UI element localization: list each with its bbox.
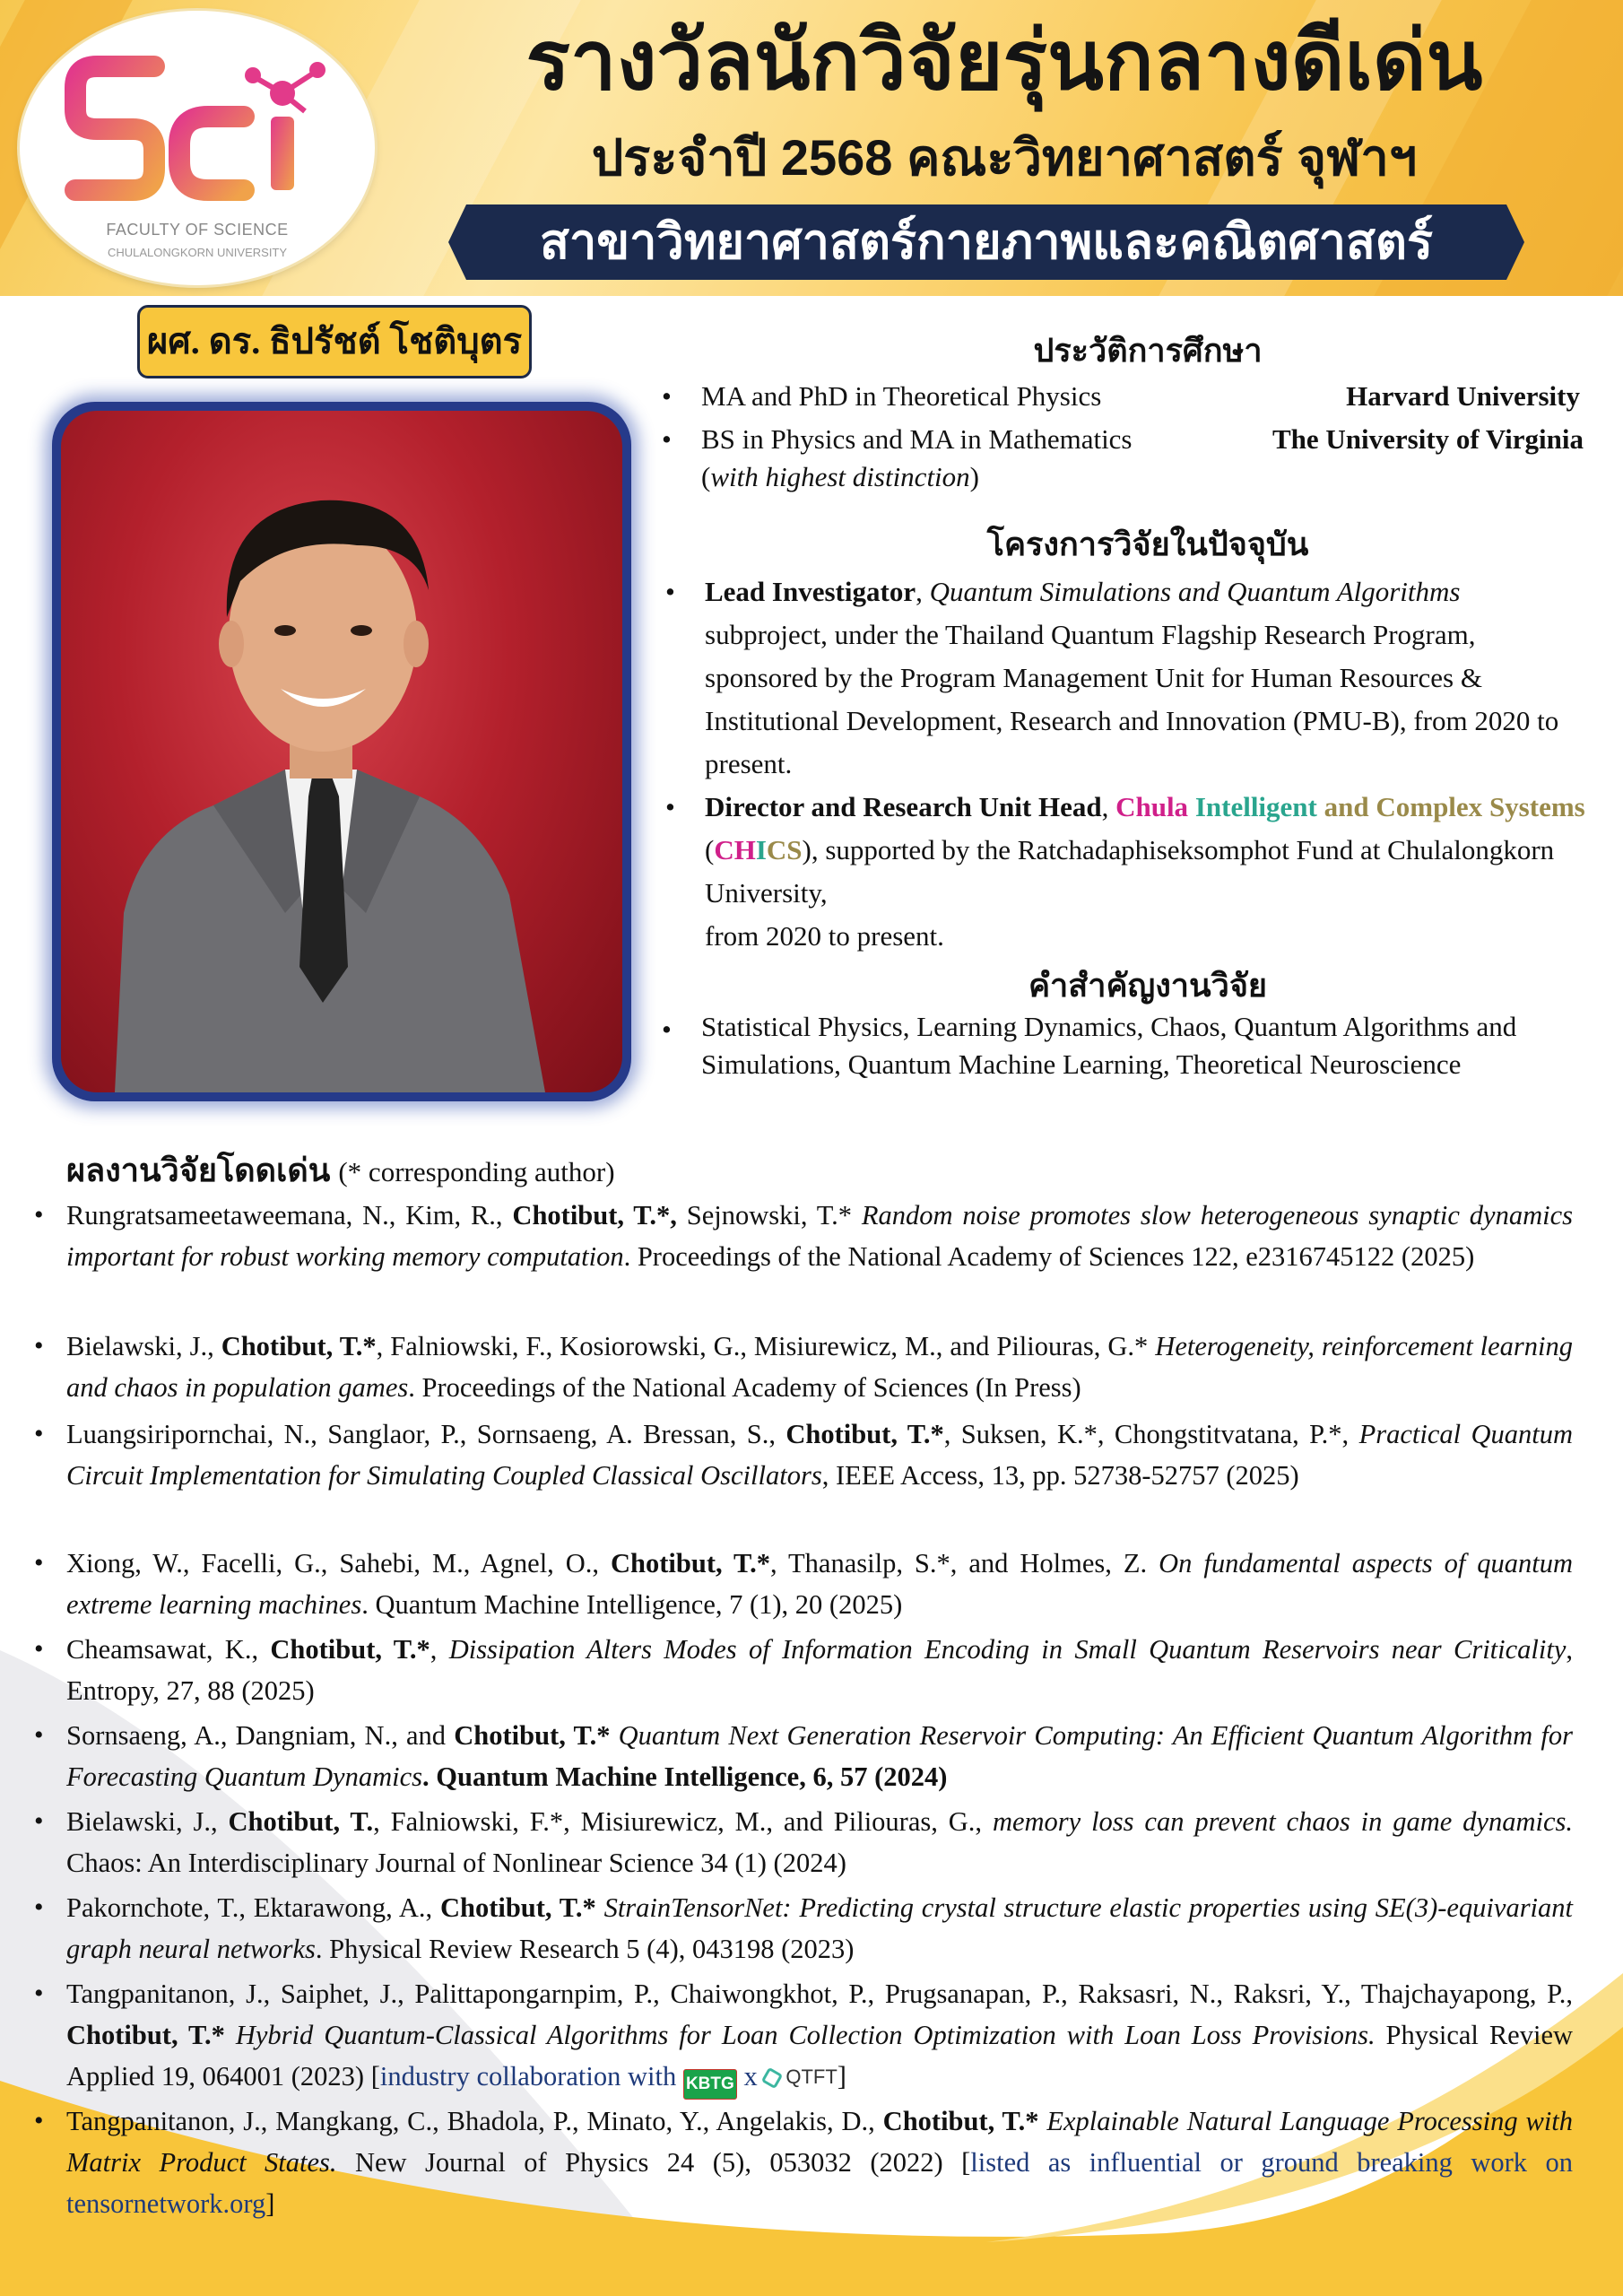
publication-text: Bielawski, J., bbox=[66, 1806, 229, 1837]
chics-intelligent: Intelligent bbox=[1194, 791, 1317, 822]
publication-item bbox=[34, 1973, 1574, 2100]
chics-and-complex: and Complex bbox=[1324, 791, 1483, 822]
publication-text: Chotibut, T.* bbox=[454, 1720, 611, 1751]
award-subtitle: ประจำปี 2568 คณะวิทยาศาสตร์ จุฬาฯ bbox=[591, 129, 1418, 186]
project-2-description: ), supported by the Ratchadaphiseksomphot Fund at Chulalongkorn University, bbox=[705, 834, 1555, 909]
publication-item bbox=[34, 1887, 1574, 1970]
education-distinction: (with highest distinction) bbox=[701, 461, 979, 492]
publication-text: Chaos: An Interdisciplinary Journal of Nonlinear Science 34 (1) (2024) bbox=[66, 1848, 846, 1878]
bullet: • bbox=[34, 1720, 44, 1750]
bullet: • bbox=[662, 423, 672, 455]
project-1-description: subproject, under the Thailand Quantum Flagship Research Program, sponsored by the Program Management Unit for Human Resources & Institutional Development, Research and Innovation (PMU-B), from 2020 to present. bbox=[705, 619, 1559, 779]
publication-text: . Proceedings of the National Academy of Sciences (In Press) bbox=[408, 1372, 1081, 1403]
publication-text: . Proceedings of the National Academy of Sciences 122, e2316745122 (2025) bbox=[623, 1241, 1475, 1272]
bullet: • bbox=[34, 1806, 44, 1836]
keywords-heading: คำสำคัญงานวิจัย bbox=[1028, 968, 1268, 1004]
bullet: • bbox=[34, 1634, 44, 1664]
chics-acronym-cs: CS bbox=[766, 834, 803, 865]
publication-item bbox=[34, 1715, 1573, 1797]
publications-note: (* corresponding author) bbox=[338, 1156, 615, 1187]
logo-faculty-text: FACULTY OF SCIENCE bbox=[106, 221, 289, 239]
publication-text: Hybrid Quantum-Classical Algorithms for Loan Collection Optimization with Loan Loss Provisions. bbox=[235, 2020, 1376, 2050]
bullet: • bbox=[665, 576, 675, 607]
chics-acronym-i: I bbox=[755, 834, 767, 865]
portrait-photo bbox=[61, 411, 622, 1092]
publication-text: Sejnowski, T.* bbox=[676, 1200, 862, 1231]
chics-acronym-ch: CH bbox=[714, 834, 756, 865]
publication-item bbox=[34, 1195, 1573, 1277]
publication-item bbox=[34, 1629, 1574, 1711]
publication-text: Heterogeneity, reinforcement learning and chaos in population games bbox=[66, 1331, 1573, 1403]
publication-text: Random noise promotes slow heterogeneous synaptic dynamics important for robust working memory computation bbox=[66, 1200, 1573, 1272]
publication-item bbox=[34, 1543, 1574, 1625]
publication-text bbox=[225, 2020, 236, 2050]
education-institution-1: Harvard University bbox=[1346, 380, 1580, 412]
education-degree-2: BS in Physics and MA in Mathematics bbox=[701, 423, 1133, 455]
publication-text: Cheamsawat, K., bbox=[66, 1634, 271, 1665]
publication-text: memory loss can prevent chaos in game dynamics. bbox=[992, 1806, 1573, 1837]
publications-heading bbox=[66, 1144, 615, 1196]
publication-text: , IEEE Access, 13, pp. 52738-52757 (2025) bbox=[821, 1460, 1299, 1491]
publication-text: Quantum Next Generation Reservoir Computing: An Efficient Quantum Algorithm for Forecasting Quantum Dynamics bbox=[66, 1720, 1573, 1792]
bullet: • bbox=[34, 1200, 44, 1230]
distinction-text: with highest distinction bbox=[710, 461, 970, 492]
publication-text: Rungratsameetaweemana, N., Kim, R., bbox=[66, 1200, 513, 1231]
publication-text: Practical Quantum Circuit Implementation for Simulating Coupled Classical Oscillators bbox=[66, 1419, 1574, 1491]
qtft-logo bbox=[764, 2066, 837, 2088]
publication-text: Luangsiripornchai, N., Sanglaor, P., Sornsaeng, A. Bressan, S., bbox=[66, 1419, 786, 1449]
publication-text: Sornsaeng, A., Dangniam, N., and bbox=[66, 1720, 455, 1751]
project-2-period: from 2020 to present. bbox=[705, 920, 944, 952]
publication-text: Tangpanitanon, J., Saiphet, J., Palittapongarnpim, P., Chaiwongkhot, P., Prugsanapan, P., Raksasri, N., Raksri, Y., Thajchayapong, P., bbox=[66, 1979, 1573, 2009]
publication-text: ] bbox=[837, 2061, 846, 2092]
publication-text: On fundamental aspects of quantum extreme learning machines bbox=[66, 1548, 1574, 1620]
header-banner bbox=[0, 0, 1623, 296]
publication-text: . Quantum Machine Intelligence, 7 (1), 20 (2025) bbox=[361, 1589, 903, 1620]
projects-heading: โครงการวิจัยในปัจจุบัน bbox=[986, 526, 1309, 562]
publication-item bbox=[34, 2100, 1574, 2224]
kbtg-logo-icon: KBTG bbox=[683, 2069, 737, 2100]
publication-text: Chotibut, T.*, bbox=[512, 1200, 677, 1231]
publication-text: , Suksen, K.*, Chongstitvatana, P.*, bbox=[943, 1419, 1359, 1449]
field-banner-text: สาขาวิทยาศาสตร์กายภาพและคณิตศาสตร์ bbox=[539, 215, 1434, 269]
bullet: • bbox=[34, 1979, 44, 2008]
bullet: • bbox=[665, 791, 675, 822]
project-1: Lead Investigator, Quantum Simulations and Quantum Algorithms subproject, under the Thailand Quantum Flagship Research Program, sponsored by the Program Management Unit for Human Resources & Institutional Development, Research and Innovation (PMU-B), from 2020 to present. bbox=[705, 576, 1559, 779]
publication-text: , Falniowski, F.*, Misiurewicz, M., and Piliouras, G., bbox=[373, 1806, 993, 1837]
bullet: • bbox=[662, 1013, 672, 1045]
education-heading: ประวัติการศึกษา bbox=[1033, 333, 1263, 369]
publication-item bbox=[34, 1326, 1573, 1408]
publication-item bbox=[34, 1801, 1573, 1883]
publication-item bbox=[34, 1413, 1574, 1496]
keywords-text: Statistical Physics, Learning Dynamics, Chaos, Quantum Algorithms and Simulations, Quantum Machine Learning, Theoretical Neuroscience bbox=[701, 1011, 1517, 1080]
project-2-role: Director and Research Unit Head bbox=[705, 791, 1102, 822]
bullet: • bbox=[34, 1419, 44, 1448]
publication-text: Chotibut, T.* bbox=[439, 1892, 596, 1923]
publication-text: Chotibut, T. bbox=[228, 1806, 374, 1837]
publication-text: Explainable Natural Language Processing with Matrix Product States. bbox=[66, 2106, 1574, 2178]
publication-text: Chotibut, T.* bbox=[785, 1419, 944, 1449]
publication-text: Tangpanitanon, J., Mangkang, C., Bhadola, P., Minato, Y., Angelakis, D., bbox=[66, 2106, 883, 2136]
bullet: • bbox=[34, 1331, 44, 1361]
bullet: • bbox=[34, 1892, 44, 1922]
portrait-frame bbox=[52, 402, 631, 1101]
education-institution-2: The University of Virginia bbox=[1271, 423, 1584, 455]
field-banner bbox=[448, 204, 1524, 280]
publication-text bbox=[596, 1892, 604, 1923]
publication-text: Xiong, W., Facelli, G., Sahebi, M., Agnel, O., bbox=[66, 1548, 612, 1578]
publication-text: New Journal of Physics 24 (5), 053032 (2022) [ bbox=[336, 2147, 971, 2178]
publication-text: , bbox=[430, 1634, 449, 1665]
publication-text: Chotibut, T.* bbox=[611, 1548, 770, 1578]
publication-text: Chotibut, T.* bbox=[221, 1331, 377, 1361]
project-1-role: Lead Investigator bbox=[705, 576, 916, 607]
award-title: รางวัลนักวิจัยรุ่นกลางดีเด่น bbox=[525, 15, 1483, 107]
publication-text: Bielawski, J., bbox=[66, 1331, 221, 1361]
publication-text: . Quantum Machine Intelligence, 6, 57 (2024) bbox=[422, 1761, 948, 1792]
bullet: • bbox=[662, 380, 672, 412]
logo-university-text: CHULALONGKORN UNIVERSITY bbox=[107, 246, 288, 259]
publication-text: Chotibut, T.* bbox=[270, 1634, 430, 1665]
publication-text: , Thanasilp, S.*, and Holmes, Z. bbox=[770, 1548, 1159, 1578]
publication-text: , Entropy, 27, 88 (2025) bbox=[66, 1634, 1574, 1706]
researcher-name: ผศ. ดร. ธิปรัชต์ โชติบุตร bbox=[137, 305, 532, 378]
publication-text: StrainTensorNet: Predicting crystal structure elastic properties using SE(3)-equivariant graph neural networks bbox=[66, 1892, 1574, 1964]
education-degree-1: MA and PhD in Theoretical Physics bbox=[701, 380, 1102, 412]
project-1-title: Quantum Simulations and Quantum Algorithms bbox=[929, 576, 1461, 607]
faculty-logo bbox=[20, 11, 375, 285]
bullet: • bbox=[34, 2106, 44, 2135]
bullet: • bbox=[34, 1548, 44, 1578]
tensornetwork-link[interactable]: listed as influential or ground breaking work on tensornetwork.org bbox=[66, 2147, 1573, 2219]
publication-text: Chotibut, T.* bbox=[882, 2106, 1039, 2136]
sci-logo-icon bbox=[20, 11, 375, 285]
industry-collaboration-text: industry collaboration with bbox=[379, 2061, 677, 2092]
publication-text: Physical Review Applied 19, 064001 (2023) [ bbox=[66, 2020, 1574, 2092]
publication-text: x bbox=[743, 2061, 758, 2092]
publications-title: ผลงานวิจัยโดดเด่น bbox=[66, 1152, 331, 1188]
publication-text: , Falniowski, F., Kosiorowski, G., Misiurewicz, M., and Piliouras, G.* bbox=[376, 1331, 1156, 1361]
publication-text bbox=[610, 1720, 618, 1751]
qtft-hexagon-icon bbox=[761, 2067, 784, 2090]
publication-text: ] bbox=[265, 2188, 275, 2219]
publication-text: . Physical Review Research 5 (4), 043198 (2023) bbox=[315, 1934, 855, 1964]
project-2: Director and Research Unit Head, Chula Intelligent and Complex Systems (CHICS), supported by the Ratchadaphiseksomphot Fund at Chulalongkorn University, from 2020 to present. bbox=[705, 791, 1585, 952]
publication-text: Dissipation Alters Modes of Information Encoding in Small Quantum Reservoirs near Criticality bbox=[448, 1634, 1567, 1665]
chics-chula: Chula bbox=[1115, 791, 1189, 822]
publication-text: Pakornchote, T., Ektarawong, A., bbox=[66, 1892, 440, 1923]
publication-text: QTFT bbox=[785, 2066, 838, 2088]
publication-text: Chotibut, T.* bbox=[66, 2020, 225, 2050]
chics-systems: Systems bbox=[1488, 791, 1585, 822]
